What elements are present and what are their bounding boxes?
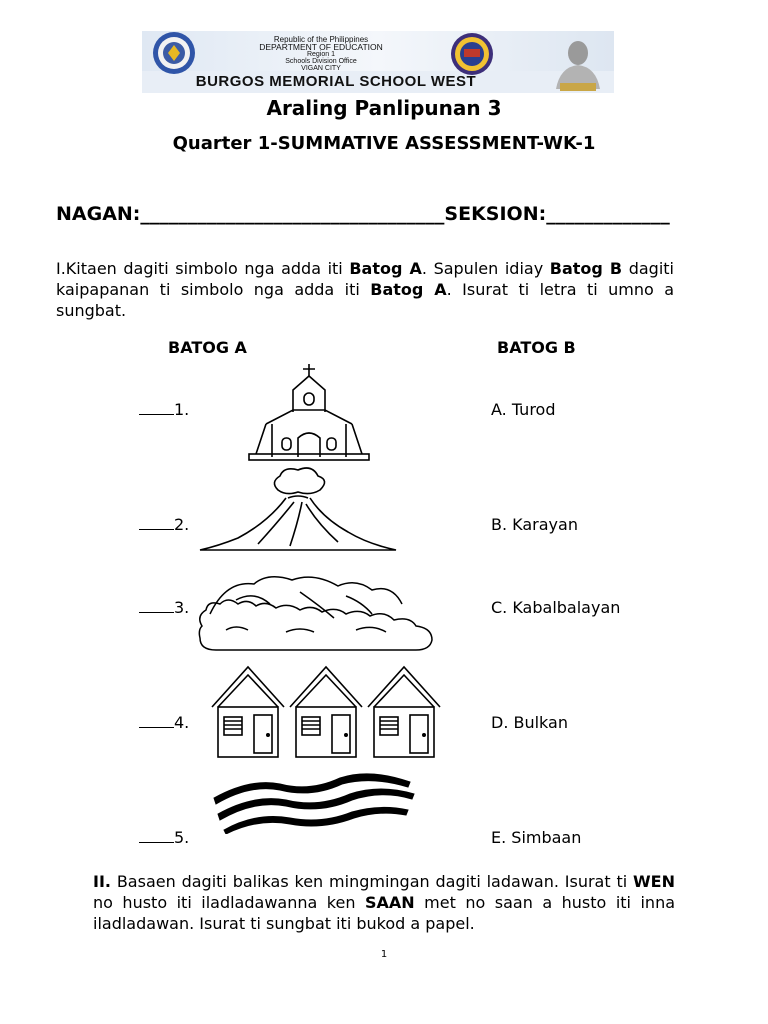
column-a-header: BATOG A bbox=[168, 338, 247, 357]
item-number-label: 5. bbox=[174, 828, 190, 847]
instr2-bold-2: WEN bbox=[633, 872, 675, 891]
river-icon bbox=[210, 770, 418, 834]
choice-a: A. Turod bbox=[491, 400, 556, 419]
item-number-label: 2. bbox=[174, 515, 190, 534]
name-blank[interactable]: ________________________________ bbox=[140, 203, 445, 225]
item-number-label: 1. bbox=[174, 400, 190, 419]
item-1-number bbox=[139, 400, 189, 419]
instr2-bold-3: SAAN bbox=[364, 893, 415, 912]
item-number-label: 4. bbox=[174, 713, 190, 732]
choice-d: D. Bulkan bbox=[491, 713, 568, 732]
item-2-number bbox=[139, 515, 189, 534]
column-b-header: BATOG B bbox=[497, 338, 576, 357]
choice-b: B. Karayan bbox=[491, 515, 578, 534]
item-4-number bbox=[139, 713, 189, 732]
instr1-text-3: dagiti kaipapanan ti simbolo nga adda iti bbox=[56, 259, 674, 299]
deped-seal-left-icon bbox=[153, 32, 195, 74]
answer-blank-2[interactable] bbox=[139, 515, 174, 530]
instr2-bold-1: II. bbox=[93, 872, 111, 891]
volcano-icon bbox=[198, 462, 398, 554]
instruction-part-2 bbox=[93, 871, 675, 934]
answer-blank-4[interactable] bbox=[139, 713, 174, 728]
section-label: SEKSION: bbox=[444, 203, 547, 225]
section-blank[interactable]: _____________ bbox=[546, 203, 670, 225]
page-title: Araling Panlipunan 3 bbox=[266, 96, 502, 120]
hills-icon bbox=[196, 570, 436, 656]
instr1-text-1: I.Kitaen dagiti simbolo nga adda iti bbox=[56, 259, 350, 278]
instr2-text-1: Basaen dagiti balikas ken mingmingan dagiti ladawan. Isurat ti bbox=[110, 872, 634, 891]
church-icon bbox=[246, 362, 372, 462]
item-5-number bbox=[139, 828, 189, 847]
header-division-office: Schools Division Office bbox=[285, 58, 357, 65]
choice-e: E. Simbaan bbox=[491, 828, 582, 847]
name-section-line bbox=[56, 200, 726, 229]
houses-icon bbox=[210, 663, 442, 759]
choice-c: C. Kabalbalayan bbox=[491, 598, 621, 617]
instr1-text-2: . Sapulen idiay bbox=[421, 259, 550, 278]
header-region: Region 1 bbox=[306, 51, 336, 58]
header-department: DEPARTMENT OF EDUCATION bbox=[259, 42, 383, 52]
page-number: 1 bbox=[380, 949, 388, 960]
page-subtitle: Quarter 1-SUMMATIVE ASSESSMENT-WK-1 bbox=[172, 133, 596, 154]
header-city: VIGAN CITY bbox=[301, 65, 341, 72]
answer-blank-1[interactable] bbox=[139, 400, 174, 415]
header-republic: Republic of the Philippines bbox=[273, 35, 369, 44]
item-number-label: 3. bbox=[174, 598, 190, 617]
instr1-bold-1: Batog A bbox=[349, 259, 422, 278]
item-3-number bbox=[139, 598, 189, 617]
instr1-bold-2: Batog B bbox=[549, 259, 623, 278]
instruction-part-1 bbox=[56, 258, 674, 321]
name-label: NAGAN: bbox=[56, 203, 141, 225]
answer-blank-3[interactable] bbox=[139, 598, 174, 613]
instr2-text-3: met no saan a husto iti inna iladladawan. Isurat ti sungbat iti bukod a papel. bbox=[93, 893, 676, 933]
instr1-text-4: . Isurat ti letra ti umno a sungbat. bbox=[56, 280, 675, 320]
deped-seal-right-icon bbox=[451, 33, 493, 75]
header-school-name: BURGOS MEMORIAL SCHOOL WEST bbox=[195, 73, 477, 90]
instr2-text-2: no husto iti iladladawanna ken bbox=[93, 893, 365, 912]
instr1-bold-3: Batog A bbox=[370, 280, 447, 299]
answer-blank-5[interactable] bbox=[139, 828, 174, 843]
